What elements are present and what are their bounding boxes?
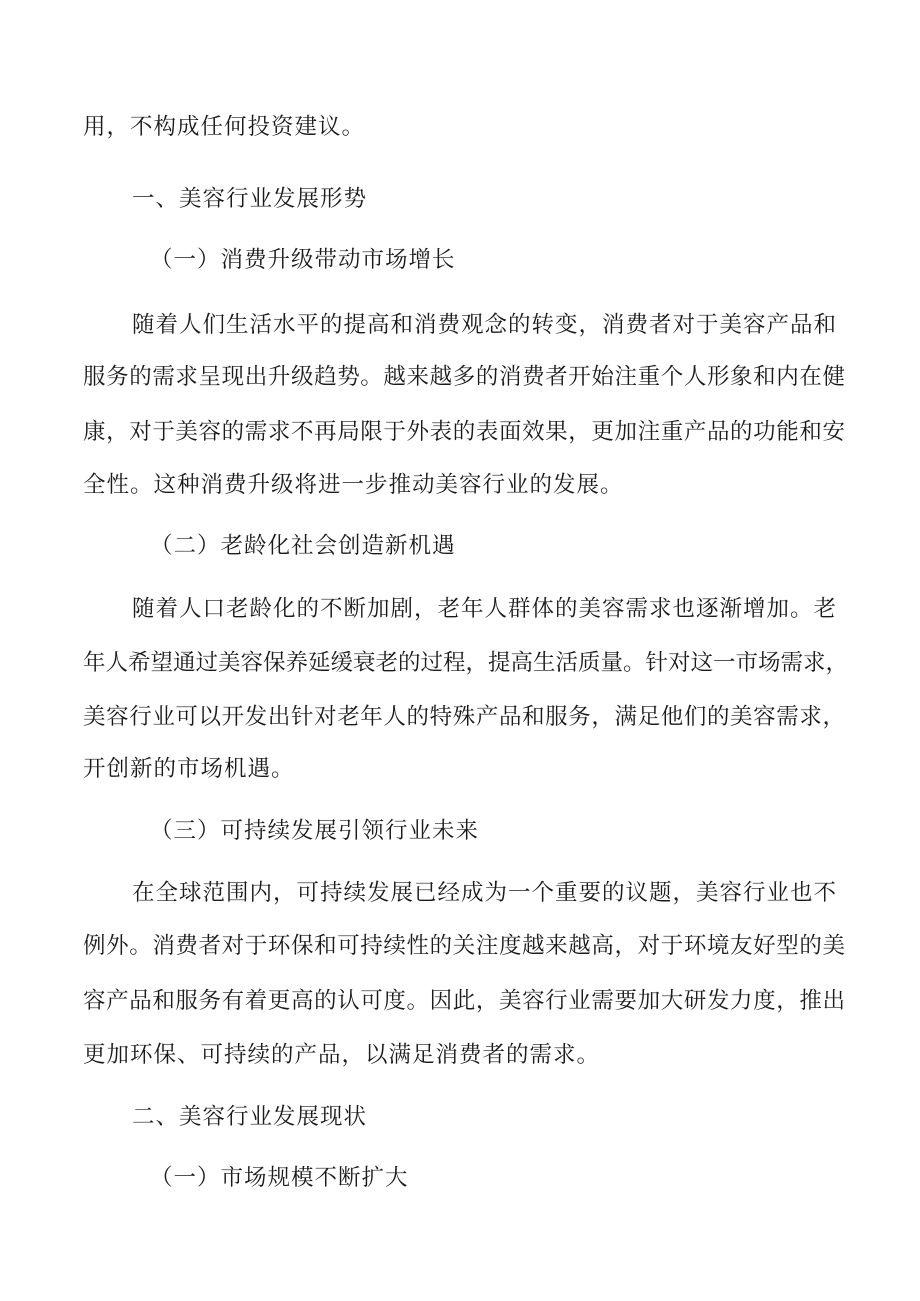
paragraph-3-line-1: 在全球范围内，可持续发展已经成为一个重要的议题，美容行业也不 [132,880,838,906]
subsection-heading-1-2: （二）老龄化社会创造新机遇 [150,533,456,559]
paragraph-3-line-2: 例外。消费者对于环保和可持续性的关注度越来越高，对于环境友好型的美 [83,933,845,959]
paragraph-3-line-3: 容产品和服务有着更高的认可度。因此，美容行业需要加大研发力度，推出 [83,988,845,1014]
paragraph-1-line-2: 服务的需求呈现出升级趋势。越来越多的消费者开始注重个人形象和内在健 [83,364,845,390]
subsection-heading-1-3: （三）可持续发展引领行业未来 [150,818,480,844]
paragraph-3-line-4: 更加环保、可持续的产品，以满足消费者的需求。 [83,1042,601,1068]
section-heading-2: 二、美容行业发展现状 [132,1104,368,1130]
paragraph-2-line-1: 随着人口老龄化的不断加剧，老年人群体的美容需求也逐渐增加。老 [132,596,838,622]
paragraph-2-line-4: 开创新的市场机遇。 [83,756,295,782]
paragraph-2-line-3: 美容行业可以开发出针对老年人的特殊产品和服务，满足他们的美容需求， [83,704,845,730]
subsection-heading-2-1: （一）市场规模不断扩大 [150,1165,409,1191]
paragraph-2-line-2: 年人希望通过美容保养延缓衰老的过程，提高生活质量。针对这一市场需求， [83,650,849,676]
section-heading-1: 一、美容行业发展形势 [132,186,368,212]
paragraph-1-line-1: 随着人们生活水平的提高和消费观念的转变，消费者对于美容产品和 [132,312,838,338]
subsection-heading-1-1: （一）消费升级带动市场增长 [150,247,456,273]
paragraph-1-line-4: 全性。这种消费升级将进一步推动美容行业的发展。 [83,472,624,498]
paragraph-continuation-line: 用，不构成任何投资建议。 [83,114,366,140]
paragraph-1-line-3: 康，对于美容的需求不再局限于外表的表面效果，更加注重产品的功能和安 [83,419,845,445]
